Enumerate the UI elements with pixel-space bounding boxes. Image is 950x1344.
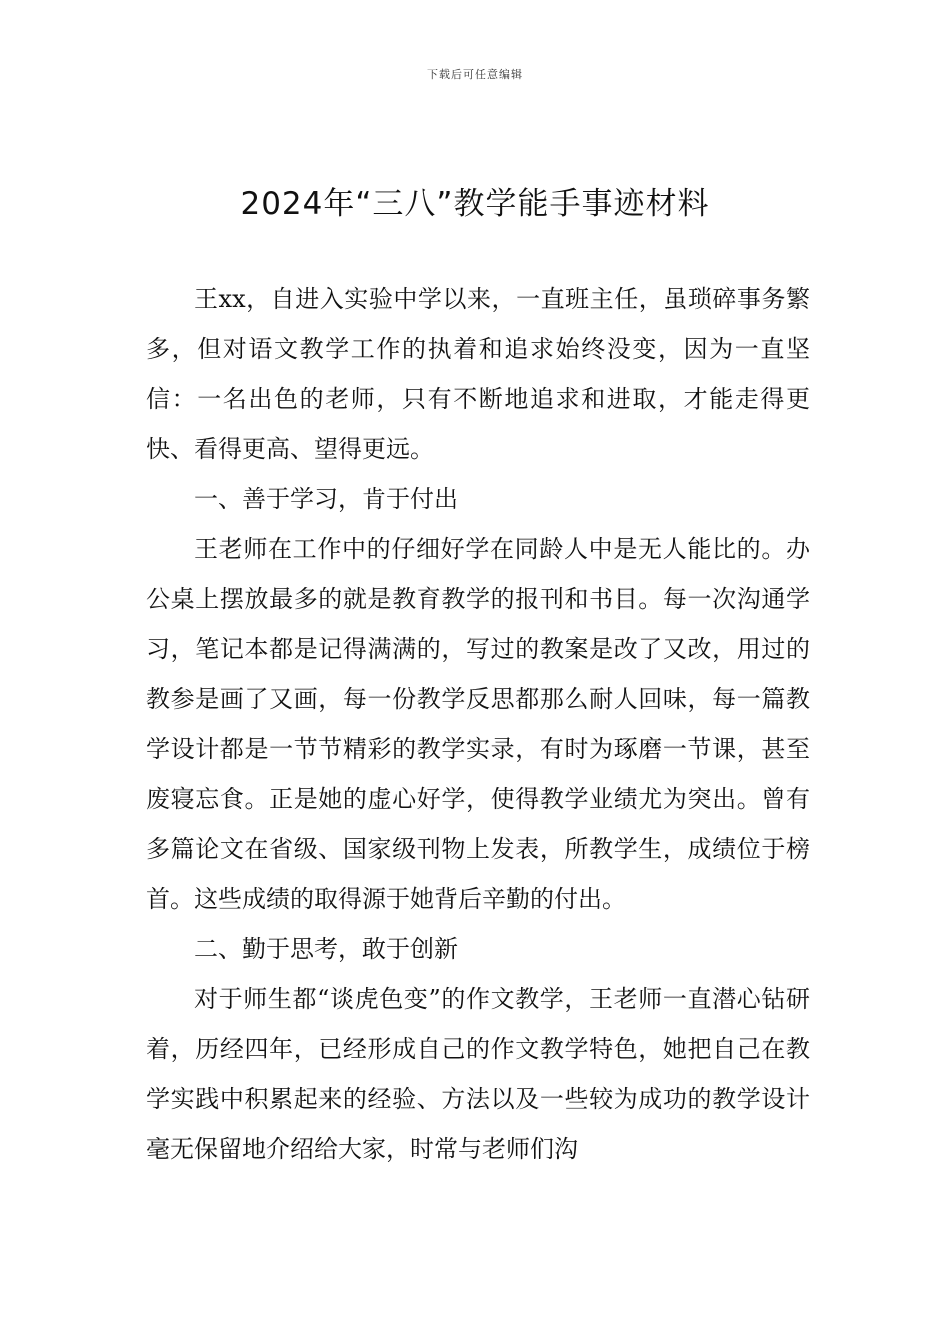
section-heading-1: 一、善于学习，肯于付出 [194, 485, 458, 513]
paragraph-section-2: 对于师生都“谈虎色变”的作文教学，王老师一直潜心钻研着，历经四年，已经形成自己的作文教学特色，她把自己在教学实践中积累起来的经验、方法以及一些较为成功的教学设计毫无保留地介绍给大家，时常与老师们沟 [146, 985, 810, 1163]
section-heading-2: 二、勤于思考，敢于创新 [194, 935, 458, 963]
document-title: 2024年“三八”教学能手事迹材料 [240, 186, 710, 222]
page-header-note: 下载后可任意编辑 [427, 68, 523, 81]
paragraph-section-1: 王老师在工作中的仔细好学在同龄人中是无人能比的。办公桌上摆放最多的就是教育教学的报刊和书目。每一次沟通学习，笔记本都是记得满满的，写过的教案是改了又改，用过的教参是画了又画，每一份教学反思都那么耐人回味，每一篇教学设计都是一节节精彩的教学实录，有时为琢磨一节课，甚至废寝忘食。正是她的虚心好学，使得教学业绩尤为突出。曾有多篇论文在省级、国家级刊物上发表，所教学生，成绩位于榜首。这些成绩的取得源于她背后辛勤的付出。 [146, 535, 810, 913]
paragraph-intro: 王xx，自进入实验中学以来，一直班主任，虽琐碎事务繁多，但对语文教学工作的执着和追求始终没变，因为一直坚信：一名出色的老师，只有不断地追求和进取，才能走得更快、看得更高、望得更远。 [146, 285, 810, 463]
document-body [146, 274, 810, 1174]
